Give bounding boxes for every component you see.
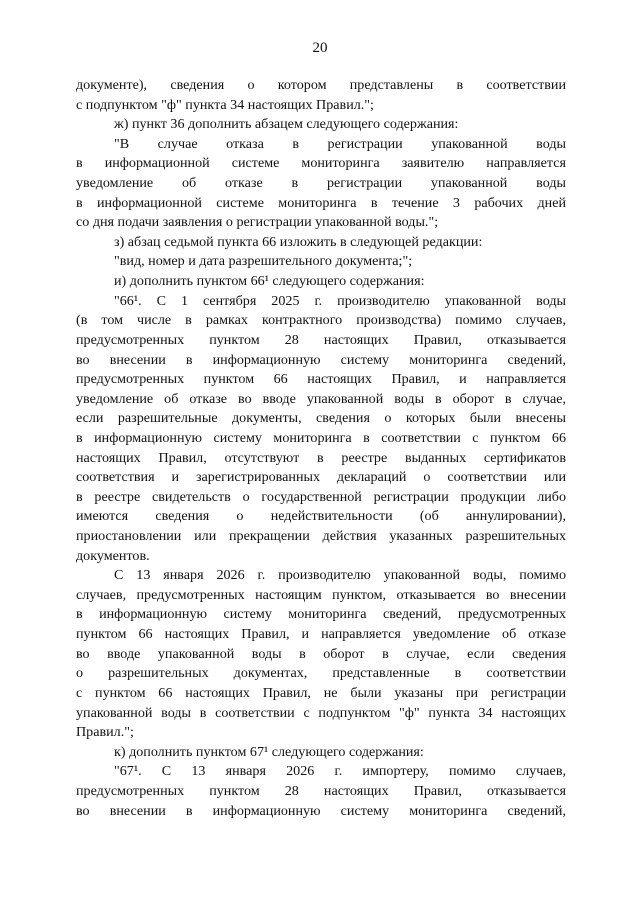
text-line: со дня подачи заявления о регистрации упакованной воды."; bbox=[76, 214, 439, 231]
text-line: упакованной воды в соответствии с подпунктом "ф" пункта 34 настоящих bbox=[76, 704, 566, 721]
text-line: "66¹. С 1 сентября 2025 г. производителю упакованной воды bbox=[114, 292, 566, 309]
text-line: и) дополнить пунктом 66¹ следующего содержания: bbox=[114, 273, 425, 290]
text-line: с подпунктом "ф" пункта 34 настоящих Правил."; bbox=[76, 96, 374, 113]
text-line: з) абзац седьмой пункта 66 изложить в следующей редакции: bbox=[114, 233, 483, 250]
text-line: Правил."; bbox=[76, 724, 134, 741]
text-line: уведомление об отказе во вводе упакованной воды в оборот в случае, bbox=[76, 390, 566, 407]
text-line: "вид, номер и дата разрешительного документа;"; bbox=[114, 253, 413, 270]
text-line: в информационной системе мониторинга в течение 3 рабочих дней bbox=[76, 194, 566, 211]
text-line: во вводе упакованной воды в оборот в случае, если сведения bbox=[76, 645, 566, 662]
text-line: к) дополнить пунктом 67¹ следующего содержания: bbox=[114, 743, 424, 760]
document-body bbox=[76, 76, 566, 821]
text-line: с пунктом 66 настоящих Правил, не были указаны при регистрации bbox=[76, 684, 566, 701]
text-line: случаев, предусмотренных настоящим пунктом, отказывается во внесении bbox=[76, 586, 566, 603]
text-line: С 13 января 2026 г. производителю упакованной воды, помимо bbox=[114, 567, 566, 584]
text-line: предусмотренных пунктом 28 настоящих Правил, отказывается bbox=[76, 331, 566, 348]
page-number: 20 bbox=[312, 40, 328, 56]
text-line: ж) пункт 36 дополнить абзацем следующего содержания: bbox=[114, 116, 459, 133]
text-line: документе), сведения о котором представлены в соответствии bbox=[76, 77, 566, 93]
text-line: настоящих Правил, отсутствуют в реестре выданных сертификатов bbox=[76, 449, 566, 466]
text-line: предусмотренных пунктом 66 настоящих Правил, и направляется bbox=[76, 371, 566, 388]
text-line: документов. bbox=[76, 547, 150, 564]
text-line: пунктом 66 настоящих Правил, и направляется уведомление об отказе bbox=[76, 626, 566, 643]
text-line: в информационную систему мониторинга в соответствии с пунктом 66 bbox=[76, 429, 566, 446]
text-line: (в том числе в рамках контрактного производства) помимо случаев, bbox=[76, 312, 566, 329]
text-line: приостановлении или прекращении действия указанных разрешительных bbox=[76, 528, 566, 545]
text-line: в информационной системе мониторинга заявителю направляется bbox=[76, 155, 566, 172]
text-line: "В случае отказа в регистрации упакованной воды bbox=[114, 135, 566, 152]
text-line: во внесении в информационную систему мониторинга сведений, bbox=[76, 802, 566, 819]
text-line: в информационную систему мониторинга сведений, предусмотренных bbox=[76, 606, 566, 623]
text-line: соответствия и зарегистрированных деклараций о соответствии или bbox=[76, 469, 566, 486]
text-line: во внесении в информационную систему мониторинга сведений, bbox=[76, 351, 566, 368]
text-line: о разрешительных документах, представленные в соответствии bbox=[76, 665, 566, 682]
text-line: "67¹. С 13 января 2026 г. импортеру, помимо случаев, bbox=[114, 763, 566, 780]
text-line: в реестре свидетельств о государственной регистрации продукции либо bbox=[76, 488, 566, 505]
text-line: имеются сведения о недействительности (об аннулировании), bbox=[76, 508, 566, 525]
text-line: уведомление об отказе в регистрации упакованной воды bbox=[76, 175, 566, 192]
text-line: если разрешительные документы, сведения о которых были внесены bbox=[76, 410, 566, 427]
text-line: предусмотренных пунктом 28 настоящих Правил, отказывается bbox=[76, 782, 566, 799]
